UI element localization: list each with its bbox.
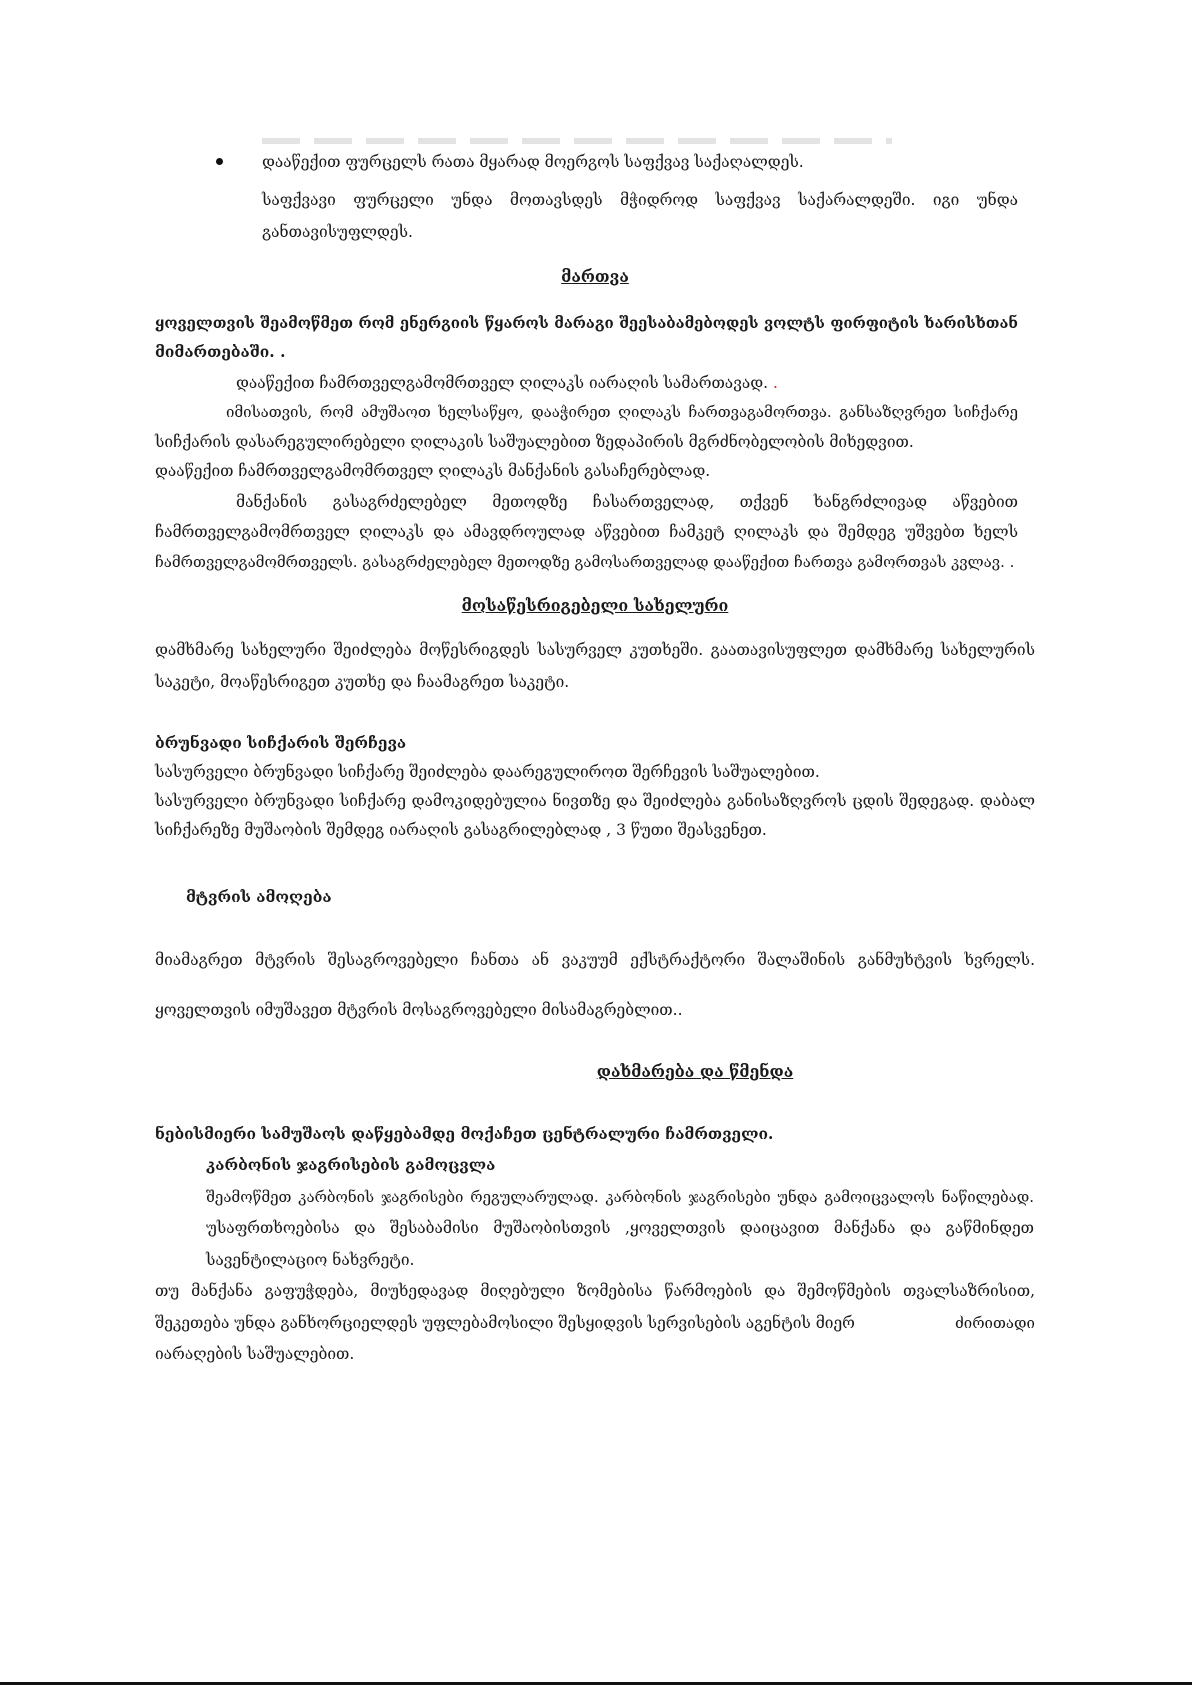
paragraph-line: თუ მანქანა გაფუჭდება, მიუხედავად მიღებული ზომებისა წარმოების და შემოწმების თვალსაზრისით, (155, 1282, 1035, 1300)
subsection-title: ბრუნვადი სიჩქარის შერჩევა (155, 733, 407, 752)
bullet-line: განთავისუფლდეს. (262, 223, 413, 241)
section-heading: მართვა (561, 267, 629, 286)
paragraph-line: ჩამრთველგამომრთველს. გასაგრძელებელ მეთოდზე გამოსართველად დააწექით ჩართვა გამორთვას კვლავ. . (155, 553, 1015, 571)
paragraph-line: შეკეთება უნდა განხორციელდეს უფლებამოსილი შესყიდვის სერვისების აგენტის მიერ (155, 1314, 855, 1332)
bullet-item: დააწექით ფურცელს რათა მყარად მოერგოს საფქვავ საქაღალდეს. (262, 153, 804, 171)
bullet-icon (216, 158, 223, 165)
paragraph-line: მიამაგრეთ მტვრის შესაგროვებელი ჩანთა ან ვაკუუმ ექსტრაქტორი შალაშინის განმუხტვის ხვრელს. (155, 951, 1035, 969)
paragraph-line: უსაფრთხოებისა და შესაბამისი მუშაობისთვის ,ყოველთვის დაიცავით მანქანა და გაწმინდეთ (206, 1219, 1034, 1237)
paragraph-line: სიჩქარის დასარეგულირებელი ღილაკის საშუალებით ზედაპირის მგრძნობელობის მიხედვით. (155, 433, 914, 451)
paragraph-line: შეამოწმეთ კარბონის ჯაგრისები რეგულარულად. კარბონის ჯაგრისები უნდა გამოიცვალოს ნაწილებად. (206, 1188, 1034, 1206)
paragraph-line: საკეტი, მოაწესრიგეთ კუთხე და ჩაამაგრეთ საკეტი. (155, 673, 570, 691)
paragraph-line: სიჩქარეზე მუშაობის შემდეგ იარაღის გასაგრილებლად , 3 წუთი შეასვენეთ. (155, 821, 767, 839)
bold-paragraph-line: ყოველთვის შეამოწმეთ რომ ენერგიის წყაროს მარაგი შეესაბამებოდეს ვოლტს ფირფიტის ხარისხთან (155, 314, 1018, 332)
paragraph-line: სასურველი ბრუნვადი სიჩქარე შეიძლება დაარეგულიროთ შერჩევის საშუალებით. (155, 763, 820, 781)
paragraph-line: იარაღების საშუალებით. (155, 1345, 355, 1363)
bold-paragraph-line: მიმართებაში. . (155, 342, 286, 361)
paragraph-line: სავენტილაციო ნახვრეტი. (206, 1251, 415, 1269)
paragraph-line: დამხმარე სახელური შეიძლება მოწესრიგდეს სასურველ კუთხეში. გაათავისუფლეთ დამხმარე სახელურის (155, 641, 1035, 659)
paragraph-line: ჩამრთველგამომრთველ ღილაკს და ამავდროულად აწვებით ჩამკეტ ღილაკს და შემდეგ უშვებთ ხელს (155, 523, 1018, 541)
subsection-title: კარბონის ჯაგრისების გამოცვლა (206, 1155, 496, 1174)
bullet-line: საფქვავი ფურცელი უნდა მოთავსდეს მჭიდროდ საფქვავ საქარალდეში. იგი უნდა (262, 191, 1018, 209)
subsection-title: მტვრის ამოღება (186, 887, 332, 906)
paragraph-line: მანქანის გასაგრძელებელ მეთოდზე ჩასართველად, თქვენ ხანგრძლივად აწვებით (236, 493, 1018, 511)
paragraph-line: იმისათვის, რომ ამუშაოთ ხელსაწყო, დააჭირეთ ღილაკს ჩართვაგამორთვა. განსაზღვრეთ სიჩქარე (226, 403, 1018, 421)
section-heading: დახმარება და წმენდა (596, 1062, 794, 1081)
section-heading: მოსაწესრიგებელი სახელური (461, 596, 729, 615)
paragraph-line: სასურველი ბრუნვადი სიჩქარე დამოკიდებულია ნივთზე და შეიძლება განისაზღვროს ცდის შედეგად. დაბალ (155, 792, 1035, 810)
paragraph-line: ყოველთვის იმუშავეთ მტვრის მოსაგროვებელი მისამაგრებლით.. (155, 1001, 683, 1019)
red-mark: . (773, 374, 778, 392)
paragraph-word: ძირითადი (955, 1314, 1035, 1332)
paragraph-line: დააწექით ჩამრთველგამომრთველ ღილაკს მანქანის გასაჩერებლად. (155, 462, 711, 480)
faded-line (262, 138, 892, 144)
bold-paragraph-line: ნებისმიერი სამუშაოს დაწყებამდე მოქაჩეთ ცენტრალური ჩამრთველი. (155, 1124, 774, 1143)
paragraph-line: დააწექით ჩამრთველგამომრთველ ღილაკს იარაღის სამართავად. . (236, 374, 778, 392)
